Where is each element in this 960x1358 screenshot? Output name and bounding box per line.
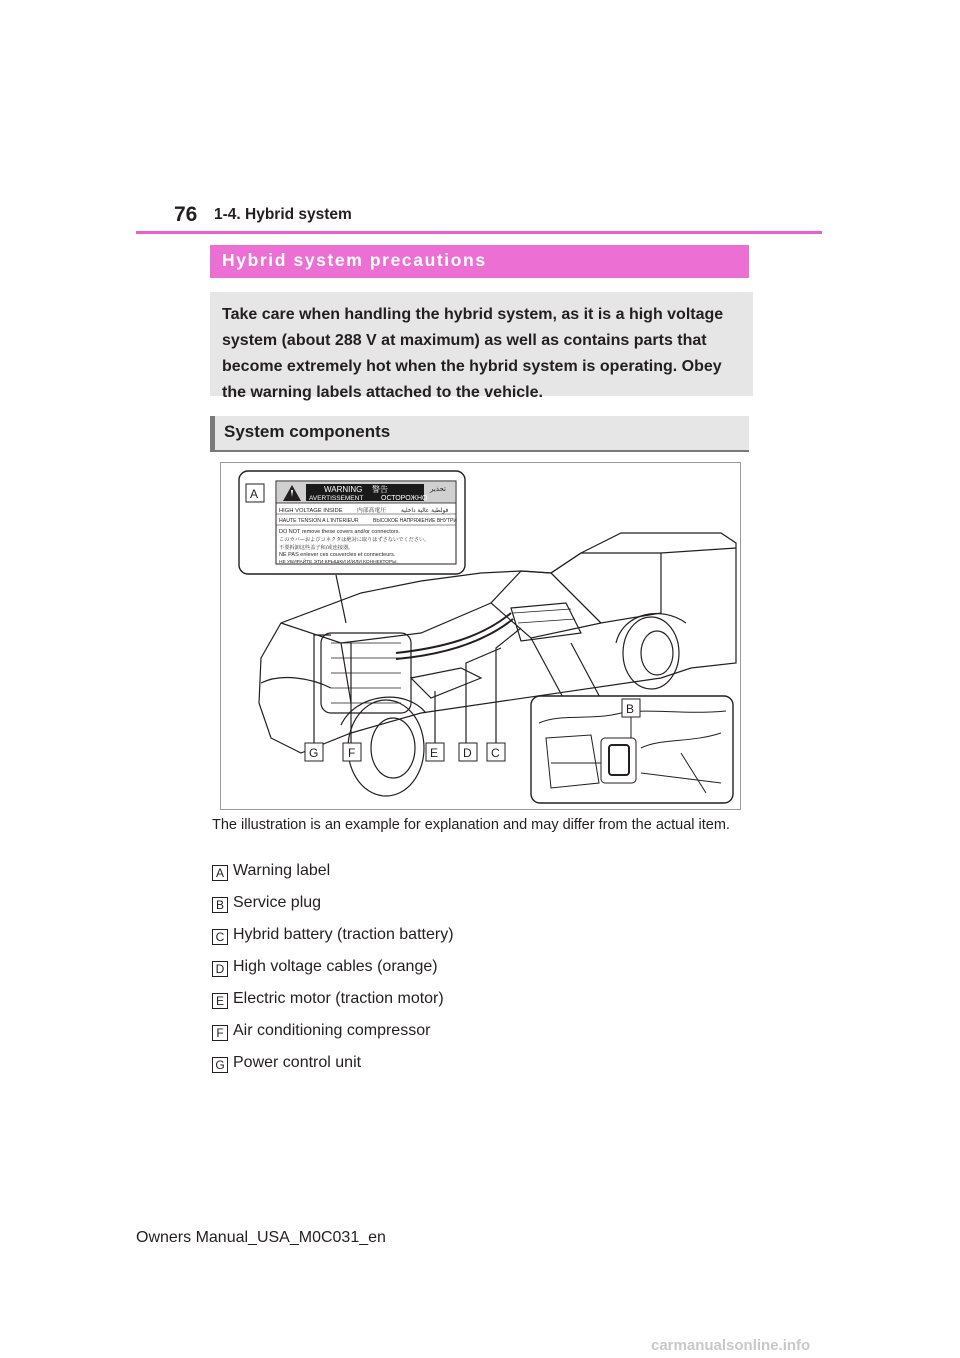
legend-label: Service plug — [233, 894, 322, 911]
label-hv-ar-text: فولطية عالية داخلية — [401, 508, 449, 514]
label-warning-jp-text: 警告 — [372, 485, 388, 494]
label-warning-ar-text: تحذير — [430, 485, 446, 493]
callout-e: E — [430, 746, 439, 760]
label-hv-text: HIGH VOLTAGE INSIDE — [279, 508, 343, 514]
label-ru2-text: НЕ УБИРАЙТЕ ЭТИ КРЫШКИ И/ИЛИ КОННЕКТОРЫ. — [279, 560, 398, 565]
label-warning-text: WARNING — [324, 485, 363, 494]
label-dnr-text: DO NOT remove these covers and/or connectors. — [279, 529, 400, 535]
section-reference: 1-4. Hybrid system — [214, 206, 352, 223]
label-jp2-text: このカバーおよびコネクタは絶対に取りはずさないでください。 — [279, 537, 430, 543]
legend-label: High voltage cables (orange) — [233, 958, 438, 975]
system-components-figure — [220, 462, 741, 810]
label-avertissement-text: AVERTISSEMENT — [309, 495, 364, 502]
legend-label: Air conditioning compressor — [233, 1022, 431, 1039]
callout-f: F — [348, 746, 356, 760]
label-russian-text: ОСТОРОЖНО — [381, 495, 428, 502]
callout-d: D — [463, 746, 472, 760]
legend-label: Electric motor (traction motor) — [233, 990, 444, 1007]
truck-illustration — [221, 463, 740, 809]
legend-letter: A — [212, 865, 228, 881]
legend-letter: G — [212, 1057, 228, 1073]
label-hv-jp-text: 内部高電圧 — [357, 508, 386, 514]
label-ne-text: NE PAS enlever ces couvercles et connecteurs. — [279, 552, 396, 558]
label-ht-ru-text: ВЫСОКОЕ НАПРЯЖЕНИЕ ВНУТРИ — [373, 518, 457, 524]
legend-letter: E — [212, 993, 228, 1009]
callout-c: C — [491, 746, 500, 760]
legend-label: Power control unit — [233, 1054, 362, 1071]
callout-b: B — [626, 702, 635, 716]
legend-label: Hybrid battery (traction battery) — [233, 926, 454, 943]
callout-g: G — [309, 746, 319, 760]
legend-label: Warning label — [233, 862, 331, 879]
page-number: 76 — [174, 203, 198, 226]
legend-letter: F — [212, 1025, 228, 1041]
subsection-heading: System components — [210, 416, 749, 452]
legend-letter: B — [212, 897, 228, 913]
label-jp3-text: 不要拆卸这些盖子和/或连接器。 — [279, 545, 354, 551]
figure-caption: The illustration is an example for explanation and may differ from the actual item. — [212, 817, 730, 833]
watermark: carmanualsonline.info — [651, 1337, 811, 1354]
document-footer: Owners Manual_USA_M0C031_en — [136, 1229, 386, 1246]
label-ht-text: HAUTE TENSION A L'INTERIEUR — [279, 518, 359, 524]
callout-a: A — [250, 487, 259, 501]
section-title: Hybrid system precautions — [210, 245, 749, 278]
header-divider — [136, 231, 822, 234]
intro-paragraph: Take care when handling the hybrid system, as it is a high voltage system (about 288 V at maximum) as well as contains parts that become extremely hot when the hybrid system is operating. Obey the warning labels attached to the vehicle. — [210, 292, 753, 396]
legend-letter: C — [212, 929, 228, 945]
legend-letter: D — [212, 961, 228, 977]
